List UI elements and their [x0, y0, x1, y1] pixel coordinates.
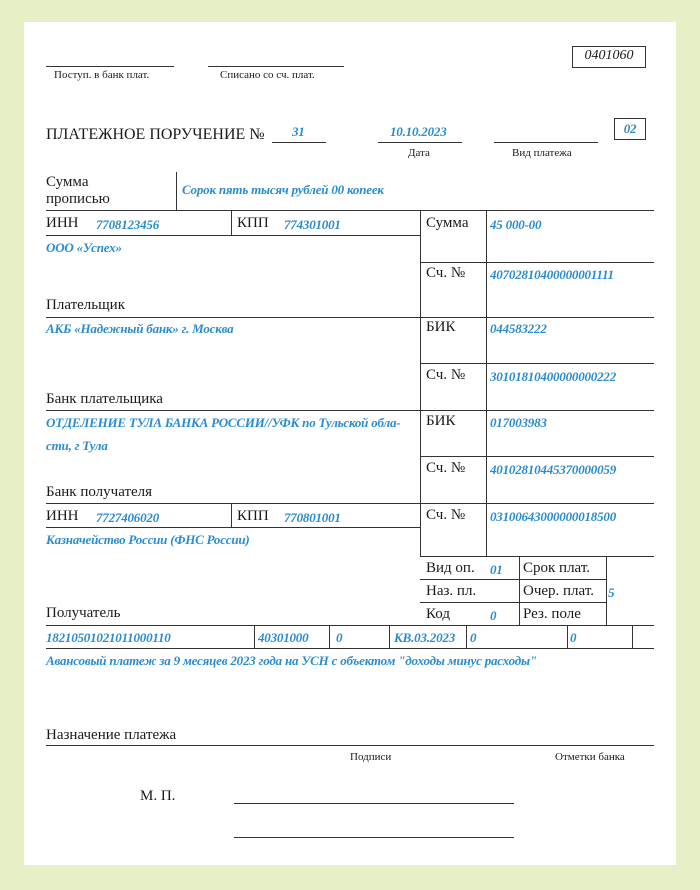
operation-type: 01: [490, 562, 503, 577]
code-label: Код: [426, 606, 450, 622]
recipient-bank-account-label: Сч. №: [426, 460, 466, 476]
recipient-account-label: Сч. №: [426, 507, 466, 523]
payment-type-code: 02: [623, 121, 637, 136]
signatures-label: Подписи: [350, 751, 392, 763]
debited-label: Списано со сч. плат.: [220, 69, 315, 81]
amount-value: 45 000-00: [490, 217, 542, 232]
payer-account: 40702810400000001111: [490, 267, 614, 282]
recipient-bank-name-1: ОТДЕЛЕНИЕ ТУЛА БАНКА РОССИИ//УФК по Тульской обла-: [46, 415, 401, 430]
recipient-bank-label: Банк получателя: [46, 484, 153, 500]
operation-type-label: Вид оп.: [426, 560, 475, 576]
payer-bank-account-label: Сч. №: [426, 367, 466, 383]
payer-kpp: 774301001: [284, 217, 341, 232]
payer-name: ООО «Успех»: [46, 240, 122, 255]
form-code: 0401060: [584, 48, 634, 63]
amount-in-words: Сорок пять тысяч рублей 00 копеек: [182, 182, 384, 197]
payment-priority: 5: [608, 585, 615, 600]
recipient-bank-name-2: сти, г Тула: [46, 438, 108, 453]
amount-label: Сумма: [426, 215, 469, 231]
payer-inn: 7708123456: [96, 217, 160, 232]
recipient-bank-account: 40102810445370000059: [490, 462, 617, 477]
order-date: 10.10.2023: [390, 124, 447, 139]
tax-doc-number: 0: [470, 630, 477, 645]
amount-words-label-1: Сумма: [46, 174, 89, 190]
reserved-field-label: Рез. поле: [523, 606, 581, 622]
signature-line-1: [234, 803, 514, 804]
payer-kpp-label: КПП: [237, 215, 269, 231]
payer-label: Плательщик: [46, 297, 125, 313]
tax-doc-date: 0: [570, 630, 577, 645]
tax-basis: 0: [336, 630, 343, 645]
payment-type-label: Вид платежа: [512, 147, 572, 159]
payment-term-label: Срок плат.: [523, 560, 591, 576]
recipient-label: Получатель: [46, 605, 121, 621]
recipient-bank-bik-label: БИК: [426, 413, 456, 429]
recipient-inn-label: ИНН: [46, 508, 79, 524]
recipient-kpp: 770801001: [284, 510, 341, 525]
payer-bank-name: АКБ «Надежный банк» г. Москва: [46, 321, 234, 336]
payer-bank-bik: 044583222: [490, 321, 547, 336]
code-value: 0: [490, 608, 497, 623]
payment-purpose-code-label: Наз. пл.: [426, 583, 477, 599]
bank-marks-label: Отметки банка: [555, 751, 625, 763]
payment-purpose-label: Назначение платежа: [46, 727, 177, 743]
payer-bank-bik-label: БИК: [426, 319, 456, 335]
page-title: ПЛАТЕЖНОЕ ПОРУЧЕНИЕ №: [46, 126, 265, 143]
recipient-inn: 7727406020: [96, 510, 160, 525]
payer-account-label: Сч. №: [426, 265, 466, 281]
signature-line-2: [234, 837, 514, 838]
tax-period: КВ.03.2023: [394, 630, 455, 645]
payment-order-form: [24, 22, 676, 865]
tax-kbk: 18210501021011000110: [46, 630, 171, 645]
order-number: 31: [292, 124, 305, 139]
date-label: Дата: [408, 147, 430, 159]
recipient-name: Казначейство России (ФНС России): [46, 532, 250, 547]
amount-words-label-2: прописью: [46, 191, 110, 207]
recipient-account: 03100643000000018500: [490, 509, 617, 524]
payer-inn-label: ИНН: [46, 215, 79, 231]
recipient-bank-bik: 017003983: [490, 415, 547, 430]
tax-oktmo: 40301000: [258, 630, 309, 645]
recipient-kpp-label: КПП: [237, 508, 269, 524]
stamp-label: М. П.: [140, 788, 176, 804]
payer-bank-label: Банк плательщика: [46, 391, 163, 407]
payment-priority-label: Очер. плат.: [523, 583, 594, 599]
received-in-bank-label: Поступ. в банк плат.: [54, 69, 150, 81]
payment-purpose: Авансовый платеж за 9 месяцев 2023 года на УСН с объектом "доходы минус расходы": [46, 653, 537, 668]
payer-bank-account: 30101810400000000222: [490, 369, 617, 384]
